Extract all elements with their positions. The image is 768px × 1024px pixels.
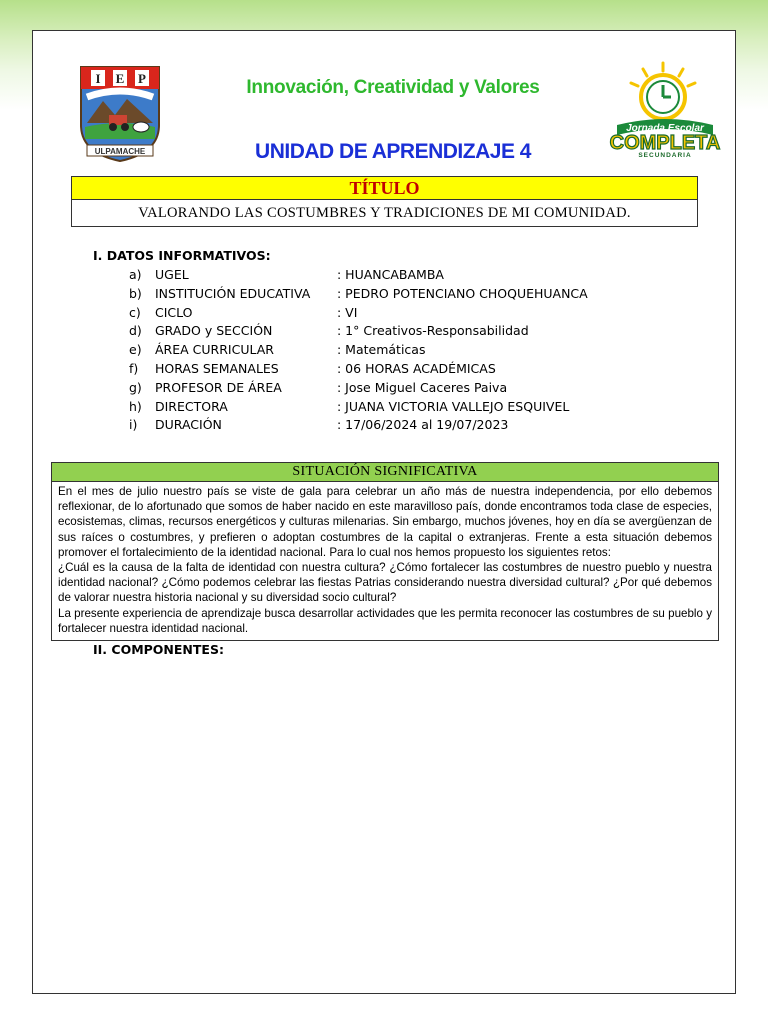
datos-row-letter: g) bbox=[129, 379, 142, 395]
componentes-heading: II. COMPONENTES: bbox=[93, 642, 224, 657]
motto-heading: Innovación, Creatividad y Valores bbox=[246, 77, 540, 98]
datos-row-label: DIRECTORA bbox=[155, 398, 228, 414]
situacion-text bbox=[52, 482, 718, 640]
crest-letter-i: I bbox=[95, 71, 101, 86]
situacion-paragraph-1: En el mes de julio nuestro país se viste de gala para celebrar un año más de nuestra independencia, por ello debemos reflexionar, de lo afortunado que somos de haber nacido en este maravilloso país, donde encontramos toda clase de especies, ecosistemas, climas, recursos energéticos y culturas milenarias. Sin embargo, muchos jóvenes, hoy en día se avergüenzan de sus raíces o costumbres, y prefieren o adoptan costumbres de la capital o extranjeras. Frente a esta situación debemos promover el fortalecimiento de la identidad nacional. Para lo cual nos hemos propuesto los siguientes retos: bbox=[58, 485, 712, 559]
jec-line1-text: Jornada Escolar bbox=[626, 123, 704, 134]
datos-row-value: : Jose Miguel Caceres Paiva bbox=[337, 379, 508, 395]
datos-row-label: UGEL bbox=[155, 267, 189, 282]
datos-row-value: : PEDRO POTENCIANO CHOQUEHUANCA bbox=[337, 285, 588, 301]
datos-row-letter: c) bbox=[129, 304, 141, 320]
datos-row-value: : HUANCABAMBA bbox=[337, 267, 444, 282]
datos-row-label: GRADO y SECCIÓN bbox=[155, 323, 273, 339]
school-crest-logo bbox=[77, 63, 163, 163]
datos-row-label: ÁREA CURRICULAR bbox=[155, 342, 274, 358]
datos-row-letter: h) bbox=[129, 398, 142, 414]
datos-row-label: PROFESOR DE ÁREA bbox=[155, 379, 282, 395]
crest-letter-e: E bbox=[115, 71, 125, 86]
crest-letter-p: P bbox=[138, 71, 146, 86]
datos-row-letter: a) bbox=[129, 267, 142, 282]
document-page bbox=[32, 30, 736, 994]
datos-heading: I. DATOS INFORMATIVOS: bbox=[93, 248, 271, 263]
unit-title: UNIDAD DE APRENDIZAJE 4 bbox=[255, 140, 531, 163]
datos-row-value: : Matemáticas bbox=[337, 342, 426, 358]
datos-row-letter: i) bbox=[129, 417, 138, 433]
crest-place-text: ULPAMACHE bbox=[94, 147, 146, 156]
jornada-escolar-completa-logo bbox=[601, 61, 729, 157]
situacion-heading: SITUACIÓN SIGNIFICATIVA bbox=[52, 463, 718, 482]
datos-row-label: CICLO bbox=[155, 304, 193, 320]
datos-row-value: : 1° Creativos-Responsabilidad bbox=[337, 323, 529, 339]
datos-row-value: : JUANA VICTORIA VALLEJO ESQUIVEL bbox=[337, 398, 570, 414]
datos-row-label: INSTITUCIÓN EDUCATIVA bbox=[155, 285, 311, 301]
datos-row-letter: e) bbox=[129, 342, 142, 358]
datos-row-value: : 17/06/2024 al 19/07/2023 bbox=[337, 417, 509, 433]
datos-row-letter: d) bbox=[129, 323, 142, 339]
jec-line2-text: COMPLETA bbox=[609, 132, 721, 154]
jec-line3-text: SECUNDARIA bbox=[638, 152, 692, 157]
situacion-paragraph-2: ¿Cuál es la causa de la falta de identidad con nuestra cultura? ¿Cómo fortalecer las costumbres de nuestro pueblo y nuestra identidad nacional? ¿Cómo podemos celebrar las fiestas Patrias considerando nuestra diversidad cultural? ¿Por qué debemos de valorar nuestra historia nacional y su diversidad socio cultural? bbox=[58, 561, 712, 605]
situacion-box bbox=[51, 462, 719, 641]
datos-row-label: DURACIÓN bbox=[155, 417, 222, 433]
situacion-paragraph-3: La presente experiencia de aprendizaje busca desarrollar actividades que les permita reconocer las costumbres de su pueblo y fortalecer nuestra identidad nacional. bbox=[58, 606, 712, 635]
title-box bbox=[71, 176, 698, 227]
datos-row-letter: b) bbox=[129, 285, 142, 301]
datos-row-value: : VI bbox=[337, 304, 358, 320]
datos-row-value: : 06 HORAS ACADÉMICAS bbox=[337, 360, 496, 376]
datos-row-letter: f) bbox=[129, 360, 139, 376]
title-text: VALORANDO LAS COSTUMBRES Y TRADICIONES DE MI COMUNIDAD. bbox=[138, 205, 631, 221]
datos-row-label: HORAS SEMANALES bbox=[155, 360, 279, 376]
title-heading: TÍTULO bbox=[72, 177, 697, 200]
